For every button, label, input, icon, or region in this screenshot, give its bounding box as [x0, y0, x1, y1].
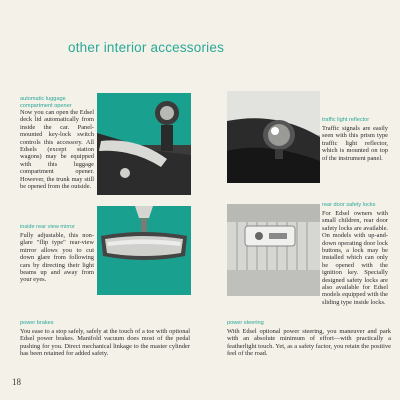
traffic-light-reflector-photo: [227, 91, 320, 183]
page-number: 18: [12, 377, 21, 387]
power-steering-text: With Edsel optional power steering, you maneuver and park with an absolute minimum of effort—with practically a featherlight touch. Yet, as a safety factor, you retain the positive feel of the road.: [227, 328, 391, 358]
luggage-opener-text: Now you can open the Edsel deck lid automatically from inside the car. Panel-mounted key-lock switch controls this accessory. All Edsels (except station wagons) may be equipped with this luggage compartment opener. However, the trunk may still be opened from the outside.: [20, 109, 94, 191]
power-steering-heading: power steering: [227, 320, 264, 326]
rear-view-mirror-photo: [97, 206, 191, 295]
luggage-opener-photo: [97, 93, 191, 195]
rear-view-mirror-heading: inside rear view mirror: [20, 224, 76, 230]
rear-door-safety-locks-photo: [227, 204, 320, 296]
luggage-opener-heading: automatic luggage compartment opener: [20, 96, 72, 109]
power-brakes-heading: power brakes: [20, 320, 54, 326]
traffic-light-reflector-text: Traffic signals are easily seen with this prism type traffic light reflector, which is mounted on top of the instrument panel.: [322, 125, 388, 162]
traffic-light-reflector-heading: traffic light reflector: [322, 117, 370, 123]
power-brakes-text: You ease to a stop safely, safely at the touch of a toe with optional Edsel power brakes. Manifold vacuum does most of the pedal pushing for you. Direct mechanical linkage to the master cylinder has been retained for added safety.: [20, 328, 190, 358]
rear-view-mirror-text: Fully adjustable, this non-glare "flip type" rear-view mirror allows you to cut down glare from following cars by directing their light beams up and away from your eyes.: [20, 232, 94, 284]
page-title: other interior accessories: [68, 40, 225, 55]
rear-door-safety-locks-text: For Edsel owners with small children, rear door safety locks are available. On models with up-and-down operating door lock buttons, a lock may be installed which can only be opened with the ignition key. Specially designed safety locks are also available for Edsel models equipped with the sliding type inside locks.: [322, 210, 389, 306]
rear-door-safety-locks-heading: rear door safety locks: [322, 202, 376, 208]
